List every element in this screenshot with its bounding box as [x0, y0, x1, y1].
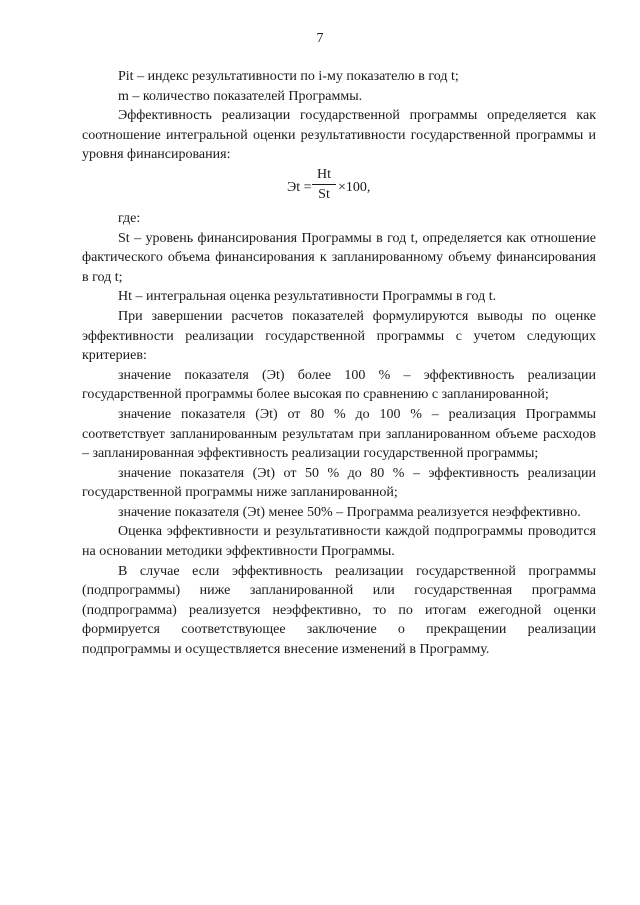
paragraph-criterion-50-80: значение показателя (Эt) от 50 % до 80 % – эффективность реализации государственной программы ниже запланированной;: [82, 465, 596, 501]
paragraph-efficiency-intro: Эффективность реализации государственной программы определяется как соотношение интегральной оценки результативности государственной программы и уровня финансирования:: [82, 108, 596, 163]
formula-rhs: ×100,: [338, 179, 371, 195]
paragraph-where: где:: [118, 210, 141, 226]
paragraph-ht-definition: Ht – интегральная оценка результативности Программы в год t.: [118, 289, 497, 305]
paragraph-pit-definition: Pit – индекс результативности по i-му показателю в год t;: [118, 69, 459, 84]
paragraph-m-definition: m – количество показателей Программы.: [118, 88, 363, 104]
page-number: 7: [316, 31, 324, 46]
formula-denominator: St: [318, 186, 330, 202]
paragraph-st-definition: St – уровень финансирования Программы в год t, определяется как отношение фактического объема финансирования к запланированному объему финансирования в год t;: [82, 230, 596, 285]
paragraph-criterion-above-100: значение показателя (Эt) более 100 % – эффективность реализации государственной программы более высокая по сравнению с запланированной;: [82, 367, 596, 403]
formula-lhs: Эt =: [287, 179, 312, 195]
paragraph-criteria-intro: При завершении расчетов показателей формулируются выводы по оценке эффективности реализации государственной программы с учетом следующих критериев:: [82, 308, 596, 364]
formula-numerator: Ht: [317, 166, 331, 182]
document-body: [82, 67, 596, 660]
formula-fraction: [312, 167, 336, 203]
fraction-bar: [312, 184, 336, 185]
efficiency-formula: [82, 167, 596, 209]
paragraph-termination-conclusion: В случае если эффективность реализации государственной программы (подпрограммы) ниже запланированной или государственная программа (подпрограмма) реализуется неэффективно, то по итогам ежегодной оценки формируется соответствующее заключение о прекращении реализации подпрограммы и осуществляется внесение изменений в Программу.: [82, 563, 596, 658]
paragraph-criterion-80-100: значение показателя (Эt) от 80 % до 100 % – реализация Программы соответствует запланированным результатам при запланированном объеме расходов – запланированная эффективность реализации государственной программы;: [82, 406, 596, 462]
paragraph-criterion-below-50: значение показателя (Эt) менее 50% – Программа реализуется неэффективно.: [118, 504, 581, 520]
paragraph-subprogram-evaluation: Оценка эффективности и результативности каждой подпрограммы проводится на основании методики эффективности Программы.: [82, 524, 596, 560]
